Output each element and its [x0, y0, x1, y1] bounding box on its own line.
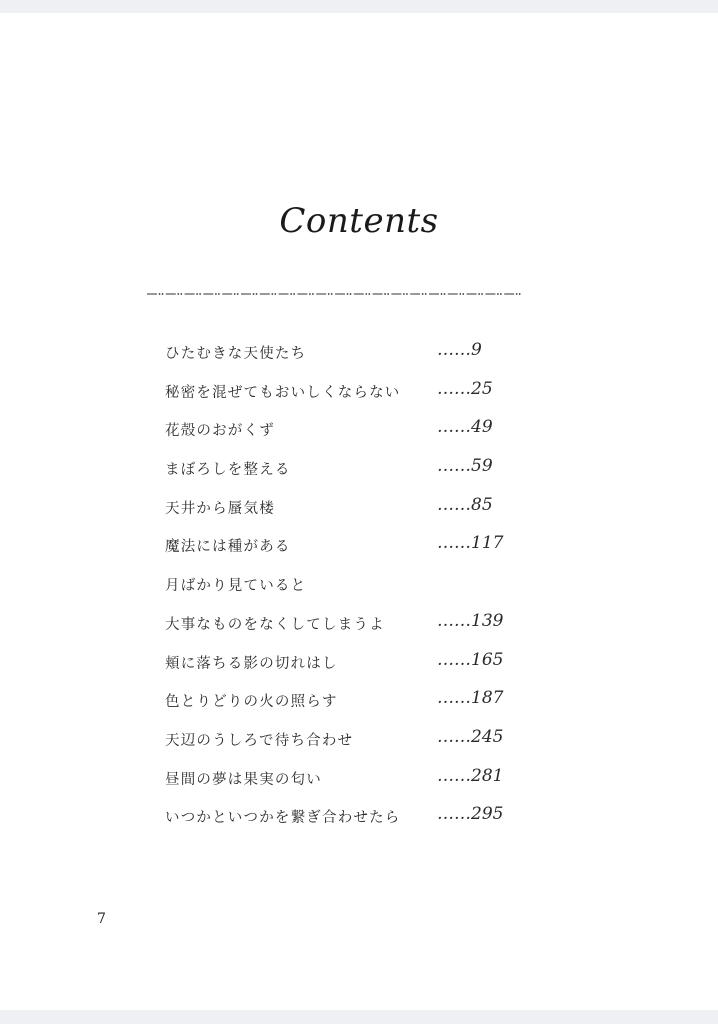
toc-entry[interactable] [165, 379, 565, 418]
table-of-contents [165, 340, 565, 843]
toc-entry-page: ……25 [437, 378, 493, 399]
toc-entry-page: ……139 [437, 610, 504, 631]
toc-entry[interactable] [165, 495, 565, 534]
toc-entry[interactable] [165, 533, 565, 572]
toc-entry-page: ……117 [437, 533, 504, 554]
toc-entry-title: 秘密を混ぜてもおいしくならない [165, 384, 401, 401]
toc-entry[interactable] [165, 804, 565, 843]
toc-entry[interactable] [165, 688, 565, 727]
toc-entry-title: 頬に落ちる影の切れはし [165, 655, 338, 672]
toc-entry[interactable] [165, 572, 565, 611]
toc-entry-title: 色とりどりの火の照らす [165, 694, 338, 711]
toc-entry-page: ……165 [437, 649, 504, 670]
toc-entry-page: ……187 [437, 688, 504, 709]
toc-entry-page: ……295 [437, 804, 504, 825]
toc-entry-page: ……49 [437, 417, 493, 438]
contents-heading: Contents [279, 201, 439, 241]
toc-entry-title: 大事なものをなくしてしまうよ [165, 616, 385, 633]
toc-entry[interactable] [165, 650, 565, 689]
toc-entry-title: いつかといつかを繋ぎ合わせたら [165, 810, 401, 827]
toc-entry[interactable] [165, 727, 565, 766]
book-page [0, 13, 718, 1010]
toc-entry-title: 月ばかり見ていると [165, 578, 307, 595]
toc-entry-title: 天井から蜃気楼 [165, 500, 275, 517]
toc-entry-page: ……245 [437, 726, 504, 747]
toc-entry-page: ……9 [437, 340, 482, 360]
toc-entry-title: 花殻のおがくず [165, 423, 275, 440]
toc-entry[interactable] [165, 766, 565, 805]
toc-entry[interactable] [165, 456, 565, 495]
toc-entry-title: ひたむきな天使たち [165, 346, 307, 362]
toc-entry-title: まぼろしを整える [165, 462, 291, 479]
page-number: 7 [97, 911, 106, 927]
toc-entry-page: ……85 [437, 494, 493, 515]
toc-entry-page: ……59 [437, 456, 493, 477]
ornamental-divider [147, 290, 523, 298]
toc-entry-title: 魔法には種がある [165, 539, 291, 556]
toc-entry-page: ……281 [437, 765, 504, 786]
toc-entry[interactable] [165, 417, 565, 456]
toc-entry[interactable] [165, 340, 565, 379]
toc-entry-title: 天辺のうしろで待ち合わせ [165, 732, 354, 749]
toc-entry-title: 昼間の夢は果実の匂い [165, 771, 322, 788]
toc-entry[interactable] [165, 611, 565, 650]
